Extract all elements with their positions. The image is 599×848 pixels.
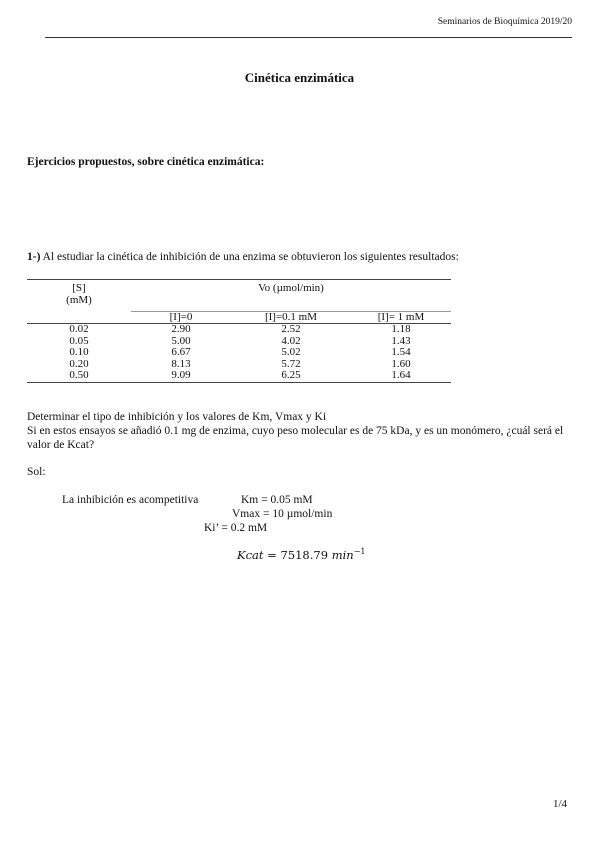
header-divider: [45, 37, 572, 38]
subheader-i01: [I]=0.1 mM: [231, 311, 351, 324]
table-row: [27, 336, 451, 348]
vo-header: Vo (µmol/min): [258, 282, 324, 294]
instruction-line-2: Si en estos ensayos se añadió 0.1 mg de enzima, cuyo peso molecular es de 75 kDa, y es un monómero, ¿cuál será el valor de Kcat?: [27, 425, 564, 451]
substrate-header-label: [S]: [72, 282, 86, 294]
table-cell: 1.18: [391, 323, 411, 335]
table-cell: 2.90: [171, 323, 191, 335]
km-value: Km = 0.05 mM: [241, 494, 313, 506]
kcat-equation: [237, 547, 365, 562]
header-text: Seminarios de Bioquímica 2019/20: [437, 17, 572, 27]
ki-value: Ki’ = 0.2 mM: [204, 522, 268, 534]
section-title: Ejercicios propuestos, sobre cinética enzimática:: [27, 156, 265, 168]
table-cell: 0.50: [69, 369, 89, 381]
table-row: [27, 370, 451, 382]
results-table: [27, 279, 451, 383]
page-number: 1/4: [553, 798, 568, 810]
table-cell: 0.10: [69, 346, 89, 358]
table-cell: 0.02: [69, 323, 89, 335]
page-title: Cinética enzimática: [244, 70, 355, 85]
instructions: [27, 410, 572, 452]
table-cell: 0.20: [69, 357, 89, 370]
table-cell: 5.00: [171, 334, 191, 347]
question-number: 1-): [27, 251, 41, 263]
table-cell: 1.64: [391, 369, 411, 381]
inhibition-type: La inhibición es acompetitiva: [62, 494, 199, 506]
table-row: [27, 359, 451, 371]
question-text: Al estudiar la cinética de inhibición de una enzima se obtuvieron los siguientes resultados:: [42, 251, 459, 263]
kcat-exponent: −1: [353, 547, 366, 556]
kcat-variable: Kcat: [237, 547, 264, 562]
subheader-i0: [I]=0: [131, 311, 231, 324]
vmax-value: Vmax = 10 µmol/min: [232, 508, 333, 520]
table-cell: 6.67: [171, 346, 191, 358]
kcat-unit: min: [331, 547, 354, 562]
table-row: [27, 347, 451, 359]
kcat-value: = 7518.79: [263, 547, 332, 562]
table-cell: 4.02: [281, 334, 301, 347]
substrate-header: [27, 280, 131, 324]
substrate-header-unit: (mM): [66, 293, 92, 306]
table-cell: 1.43: [391, 334, 411, 347]
table-cell: 1.60: [391, 357, 411, 370]
table-cell: 0.05: [69, 334, 89, 347]
table-cell: 2.52: [281, 323, 301, 335]
question-1: [27, 251, 459, 263]
table-cell: 1.54: [391, 346, 411, 358]
instruction-line-1: Determinar el tipo de inhibición y los valores de Km, Vmax y Ki: [27, 411, 327, 423]
table-cell: 6.25: [281, 369, 301, 381]
table-row: [27, 324, 451, 336]
table-cell: 5.72: [281, 357, 301, 370]
table-cell: 8.13: [171, 357, 191, 370]
solution-label: Sol:: [27, 466, 46, 478]
table-cell: 9.09: [171, 369, 191, 381]
table-cell: 5.02: [281, 346, 301, 358]
subheader-i1: [I]= 1 mM: [351, 311, 451, 324]
